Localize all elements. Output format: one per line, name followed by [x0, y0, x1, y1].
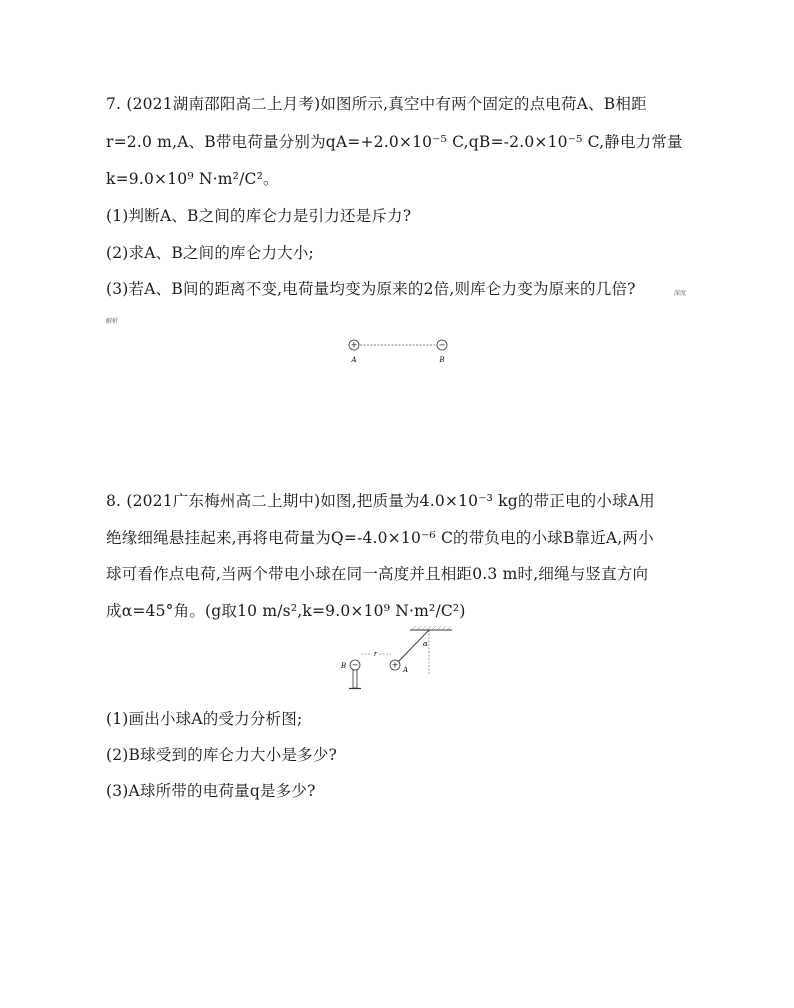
q7-sub-3: (3)若A、B间的距离不变,电荷量均变为原来的2倍,则库仑力变为原来的几倍? — [106, 280, 636, 298]
q8-sub-2: (2)B球受到的库仑力大小是多少? — [106, 746, 338, 764]
q8-sub-1: (1)画出小球A的受力分析图; — [106, 710, 303, 728]
q7-label-a: A — [351, 356, 357, 364]
q8-line-2: 绝缘细绳悬挂起来,再将电荷量为Q=-4.0×10⁻⁶ C的带负电的小球B靠近A,两小 — [106, 529, 654, 547]
q8-ball-b-sign: − — [351, 660, 359, 670]
q8-line-1: 8. (2021广东梅州高二上期中)如图,把质量为4.0×10⁻³ kg的带正电的小球A用 — [106, 492, 655, 510]
q8-label-b: B — [341, 662, 347, 670]
q8-alpha-label: α — [423, 640, 428, 648]
q8-stand-post — [353, 670, 357, 688]
q8-label-r: r — [373, 650, 378, 658]
q8-line-3: 球可看作点电荷,当两个带电小球在同一高度并且相距0.3 m时,细绳与竖直方向 — [106, 565, 649, 583]
q7-sub-1: (1)判断A、B之间的库仑力是引力还是斥力? — [106, 207, 412, 225]
q7-line-3: k=9.0×10⁹ N·m²/C²。 — [106, 170, 279, 188]
q8-sub-3: (3)A球所带的电荷量q是多少? — [106, 782, 316, 800]
q7-charge-b-sign: − — [438, 340, 446, 350]
q8-label-a: A — [403, 666, 409, 674]
q8-figure — [336, 625, 456, 695]
q7-line-2: r=2.0 m,A、B带电荷量分别为qA=+2.0×10⁻⁵ C,qB=-2.0×10⁻⁵ C,静电力常量 — [106, 133, 683, 151]
q7-figure — [340, 334, 460, 370]
q7-sub-2: (2)求A、B之间的库仑力大小; — [106, 244, 314, 262]
q7-label-b: B — [439, 356, 445, 364]
q7-depth-tag: 深度 — [674, 290, 687, 297]
q8-line-4: 成α=45°角。(g取10 m/s²,k=9.0×10⁹ N·m²/C²) — [106, 602, 466, 620]
q7-charge-a-sign: + — [350, 340, 358, 350]
q7-jiexi-tag: 解析 — [106, 318, 119, 325]
q8-ceiling-hatch — [412, 626, 451, 630]
q7-line-1: 7. (2021湖南邵阳高二上月考)如图所示,真空中有两个固定的点电荷A、B相距 — [106, 95, 647, 113]
q8-ball-a-sign: + — [391, 660, 399, 670]
